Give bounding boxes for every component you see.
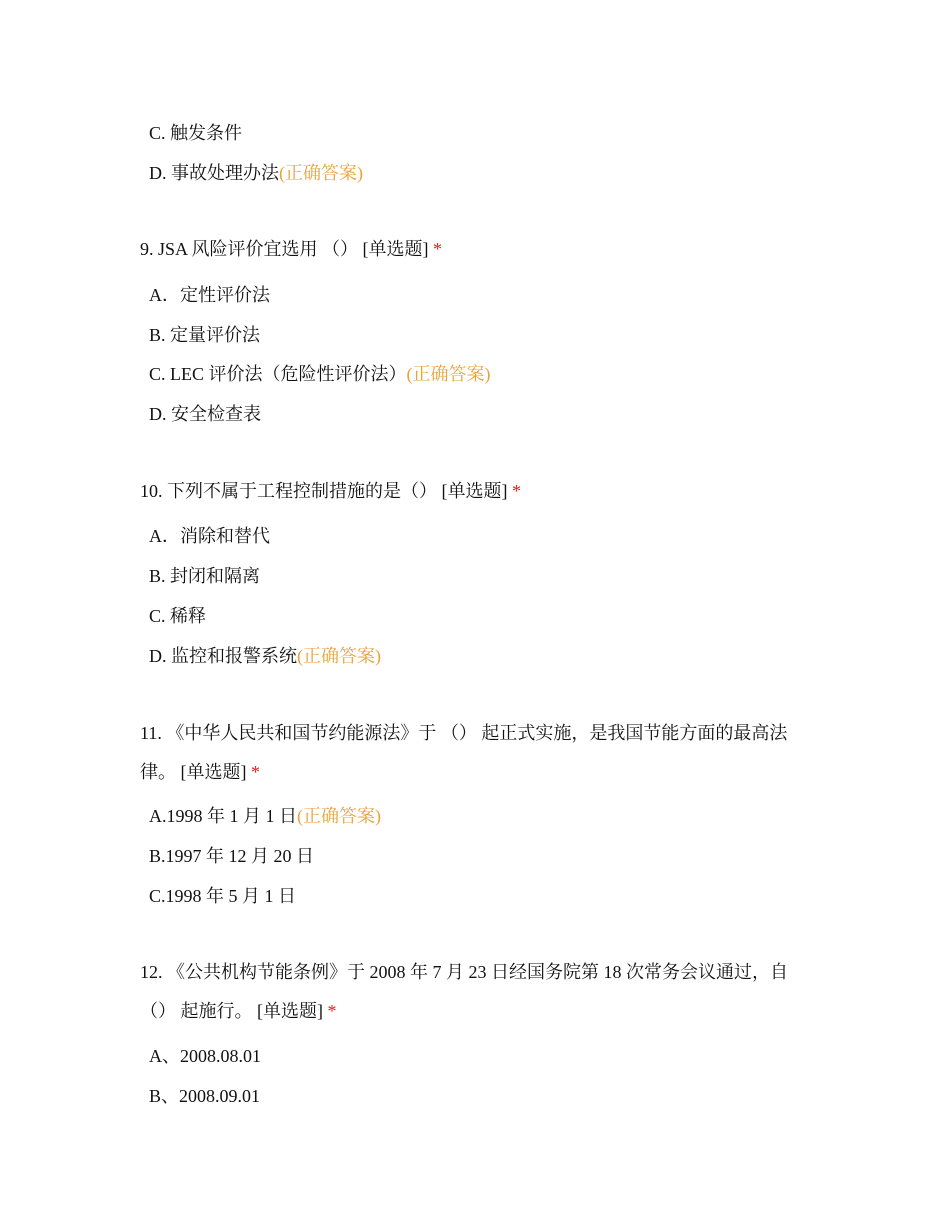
question-12-title-line2 (140, 999, 337, 1023)
option-text: B.1997 年 12 月 20 日 (149, 846, 315, 866)
question-type: [单选题] (257, 1001, 323, 1021)
option-text: B. 定量评价法 (149, 325, 261, 345)
option-text: D. 安全检查表 (149, 404, 261, 424)
q11-option-b (149, 844, 314, 868)
question-11-title-line2 (140, 760, 260, 784)
q10-option-b (149, 564, 260, 588)
option-text: B. 封闭和隔离 (149, 566, 261, 586)
q9-option-a (149, 283, 270, 307)
q11-option-a (149, 804, 381, 828)
option-text: C. LEC 评价法（危险性评价法） (149, 364, 407, 384)
option-text: A．消除和替代 (149, 526, 270, 546)
question-11-title-line1 (140, 721, 787, 745)
q9-option-b (149, 323, 260, 347)
option-text: C. 触发条件 (149, 123, 243, 143)
correct-answer-tag: (正确答案) (297, 646, 381, 666)
option-text: D. 监控和报警系统 (149, 646, 297, 666)
q9-option-d (149, 402, 261, 426)
option-text: A．定性评价法 (149, 285, 270, 305)
question-type: [单选题] (441, 481, 508, 501)
option-text: A.1998 年 1 月 1 日 (149, 806, 297, 826)
question-9-title (140, 237, 442, 261)
q12-option-b (149, 1084, 260, 1108)
required-mark: * (327, 1001, 337, 1021)
q10-option-a (149, 524, 270, 548)
q9-option-c (149, 362, 491, 386)
question-type: [单选题] (180, 762, 247, 782)
option-text: C. 稀释 (149, 606, 207, 626)
required-mark: * (433, 239, 443, 259)
q10-option-c (149, 604, 206, 628)
option-c (149, 121, 242, 145)
question-10-title (140, 479, 521, 503)
option-text: A、2008.08.01 (149, 1046, 261, 1066)
option-d (149, 161, 363, 185)
question-text: 12. 《公共机构节能条例》于 2008 年 7 月 23 日经国务院第 18 次常务会议通过，自 (140, 962, 788, 982)
q12-option-a (149, 1044, 261, 1068)
q11-option-c (149, 884, 296, 908)
question-text: 律。 (140, 762, 176, 782)
question-text: 10. 下列不属于工程控制措施的是（） (140, 481, 437, 501)
question-type: [单选题] (362, 239, 429, 259)
question-text: 11. 《中华人民共和国节约能源法》于 （） 起正式实施，是我国节能方面的最高法 (140, 723, 788, 743)
correct-answer-tag: (正确答案) (406, 364, 491, 384)
option-text: C.1998 年 5 月 1 日 (149, 886, 297, 906)
option-text: D. 事故处理办法 (149, 163, 279, 183)
question-12-title-line1 (140, 960, 788, 984)
required-mark: * (251, 762, 260, 782)
correct-answer-tag: (正确答案) (297, 806, 381, 826)
q10-option-d (149, 644, 381, 668)
option-text: B、2008.09.01 (149, 1086, 261, 1106)
question-text: 9. JSA 风险评价宜选用 （） (140, 239, 359, 259)
required-mark: * (512, 481, 521, 501)
correct-answer-tag: (正确答案) (279, 163, 363, 183)
question-text: （） 起施行。 (140, 1001, 253, 1021)
